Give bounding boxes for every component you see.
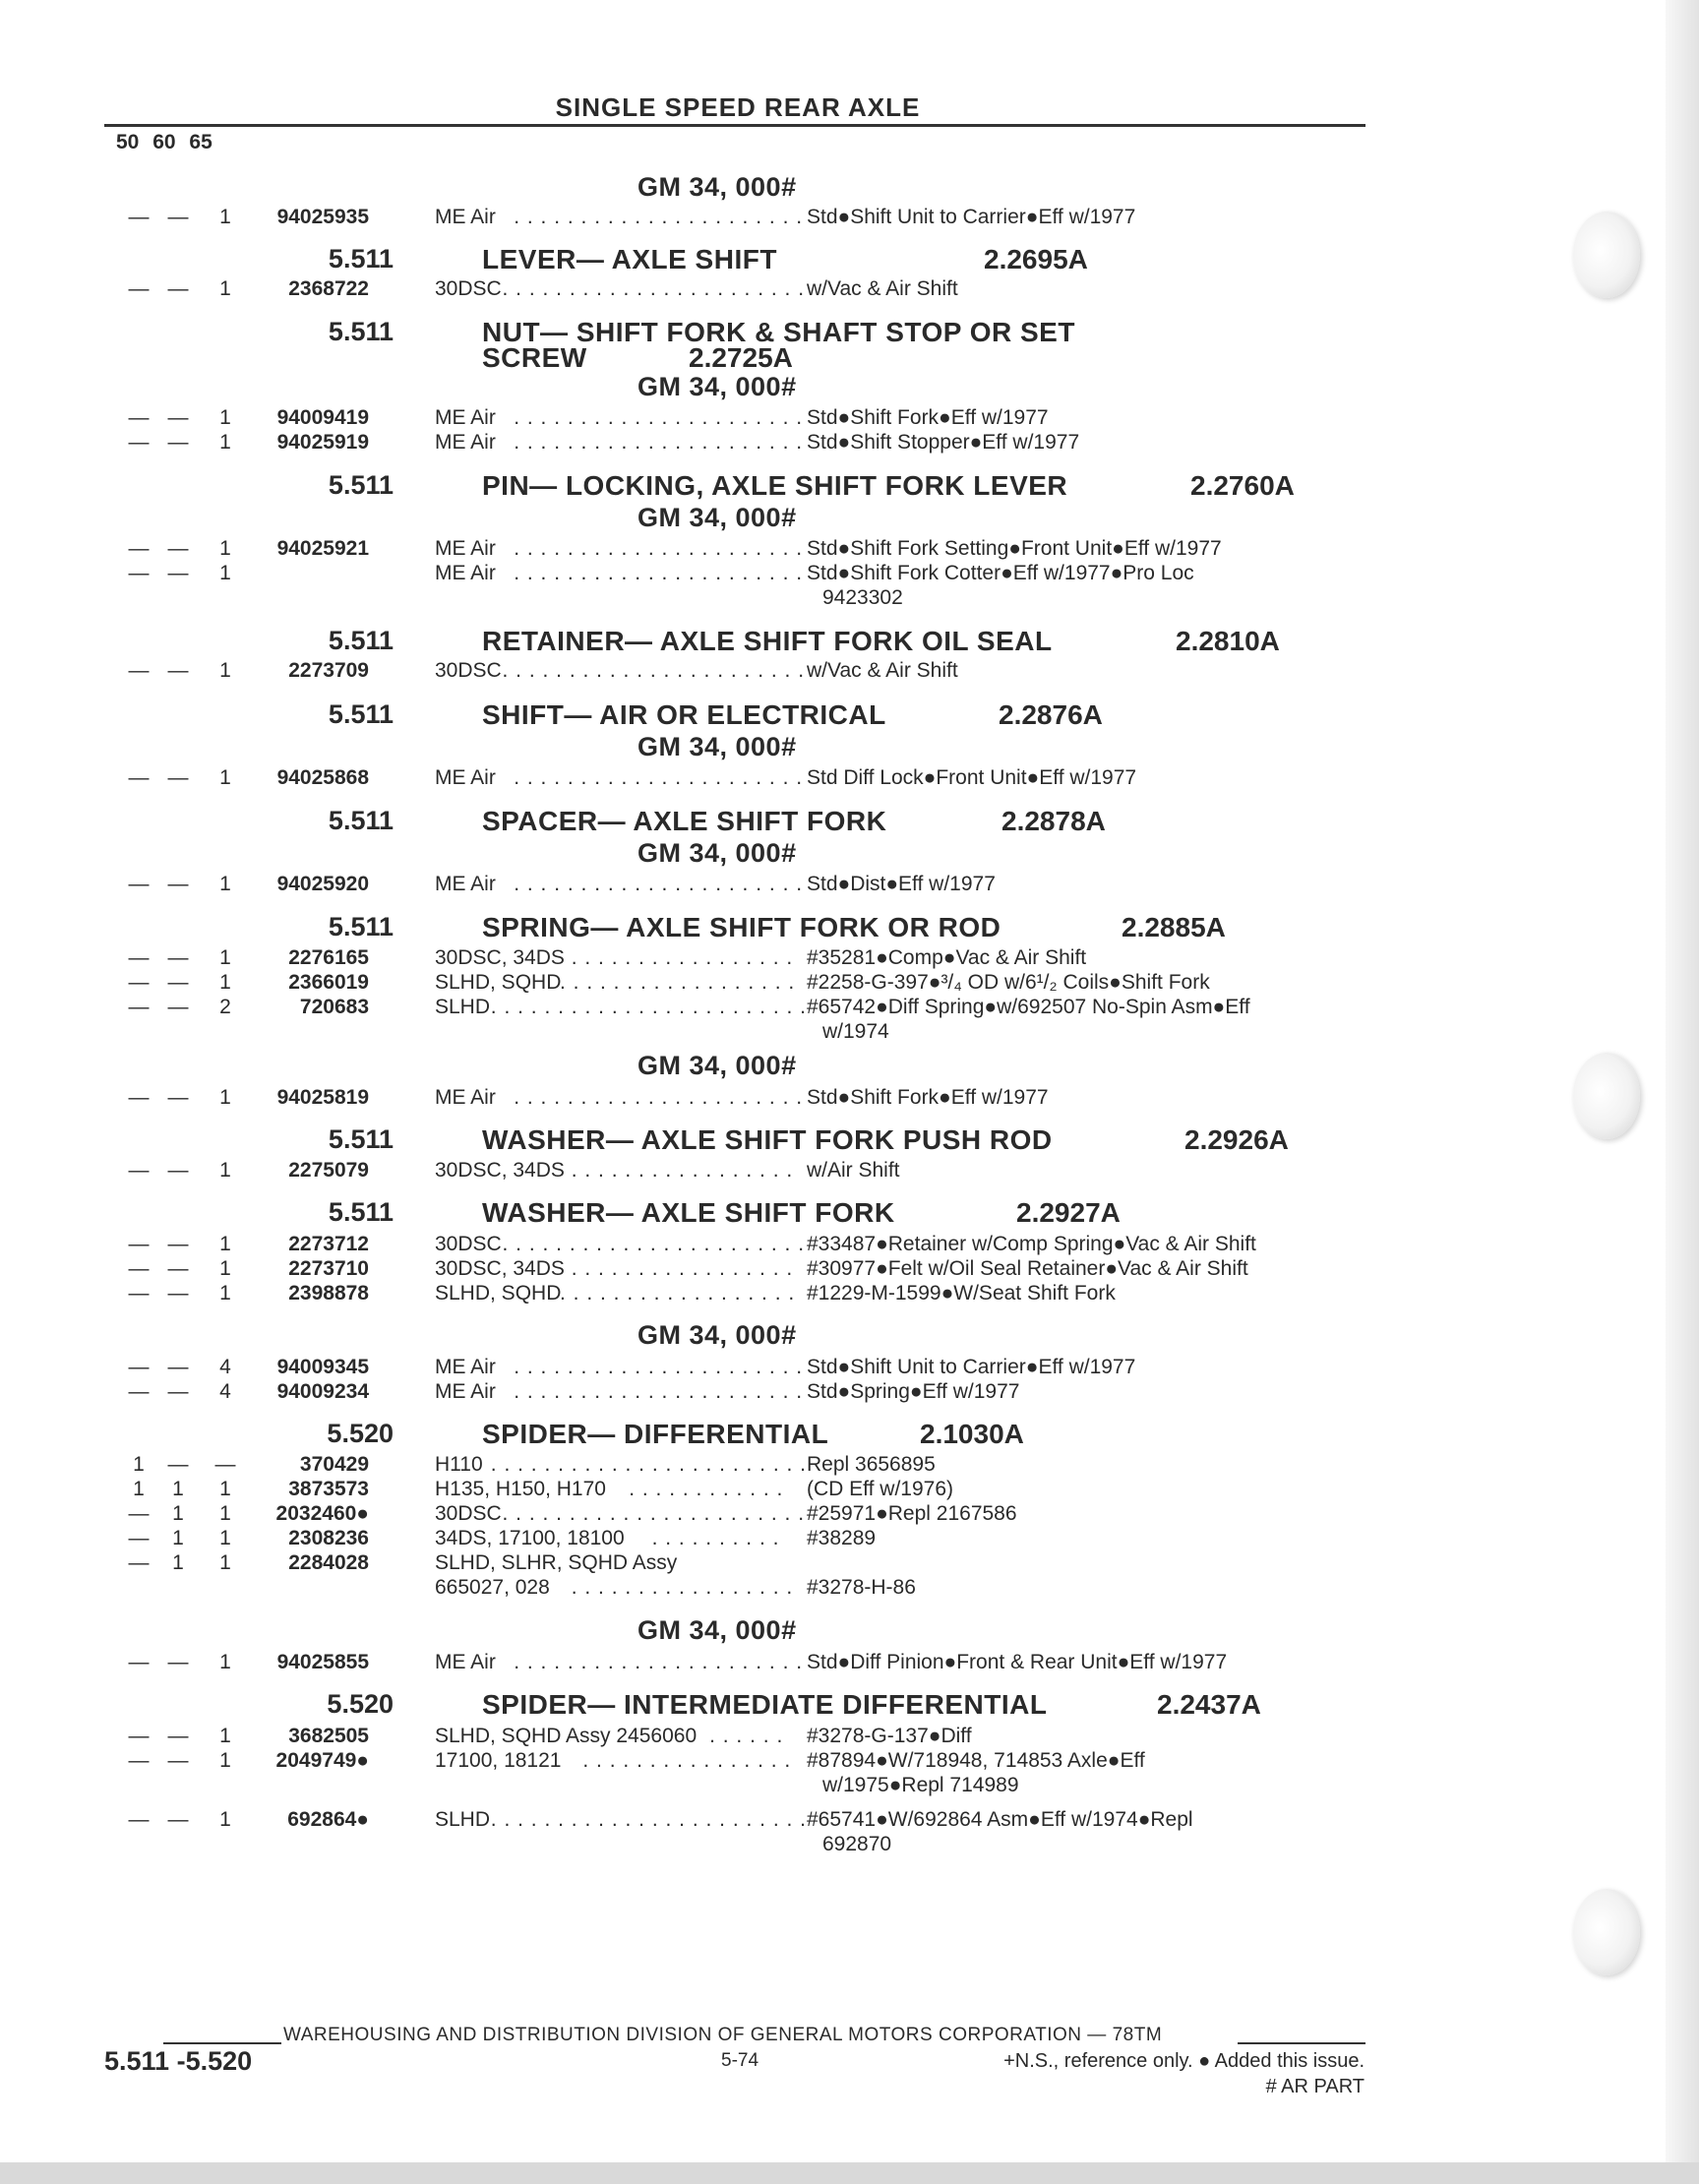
- qty-c2: —: [167, 1257, 189, 1280]
- qty-c1: —: [128, 1502, 150, 1525]
- part-row: [0, 970, 1699, 996]
- part-row: [0, 872, 1699, 897]
- part-row: [0, 995, 1699, 1020]
- group-number: 5.511: [328, 1197, 394, 1227]
- qty-c2: —: [167, 971, 189, 994]
- part-description: #25971●Repl 2167586: [807, 1502, 1017, 1525]
- group-number: 5.511: [328, 626, 394, 655]
- scan-bottom-band: [0, 2162, 1699, 2184]
- dot-leader: . . . . . . . . . . . . . . . . . . . . . .: [514, 873, 804, 895]
- part-description: #3278-G-137●Diff: [807, 1725, 972, 1747]
- qty-c1: 1: [133, 1453, 145, 1476]
- section-heading: SPIDER— INTERMEDIATE DIFFERENTIAL: [482, 1689, 1048, 1720]
- qty-c2: —: [167, 537, 189, 560]
- qty-c2: —: [167, 659, 189, 682]
- page-edge-shadow: [1666, 0, 1699, 2164]
- dot-leader: . . . . . . . . . .: [651, 1527, 780, 1549]
- qty-c3: 1: [219, 277, 231, 300]
- model-application: 30DSC: [435, 277, 502, 300]
- qty-c3: 1: [219, 873, 231, 895]
- dot-leader: . . . . . . . . . . . .: [629, 1478, 784, 1500]
- part-row: [0, 1232, 1699, 1257]
- model-application: 30DSC, 34DS: [435, 946, 565, 969]
- group-number: 5.511: [328, 470, 394, 500]
- part-number: 94025819: [276, 1086, 369, 1109]
- group-number: 5.511: [328, 244, 394, 273]
- model-application: ME Air: [435, 1651, 496, 1673]
- part-row: [0, 1501, 1699, 1527]
- dot-leader: . . . . . . . . . . . . . . . . . . . . . .: [514, 206, 804, 228]
- qty-c2: —: [167, 1749, 189, 1772]
- qty-c1: —: [128, 1380, 150, 1403]
- qty-c2: —: [167, 277, 189, 300]
- part-number: 94009345: [276, 1356, 369, 1378]
- qty-c2: —: [167, 1233, 189, 1255]
- model-application: ME Air: [435, 1086, 496, 1109]
- part-description: #38289: [807, 1527, 877, 1549]
- qty-c1: —: [128, 431, 150, 454]
- part-row: [0, 536, 1699, 562]
- part-description: Std●Shift Unit to Carrier●Eff w/1977: [807, 1356, 1136, 1378]
- part-description: Std●Shift Unit to Carrier●Eff w/1977: [807, 206, 1136, 228]
- part-number: 94025919: [276, 431, 369, 454]
- part-description: Repl 3656895: [807, 1453, 936, 1476]
- part-number: 2049749●: [275, 1749, 369, 1772]
- dot-leader: . . . . . . . . . . . . . . . . . . . . . . . .: [490, 996, 808, 1018]
- qty-c1: —: [128, 1086, 150, 1109]
- qty-c2: —: [167, 1159, 189, 1182]
- gm-subheading: GM 34, 000#: [637, 503, 797, 532]
- part-number: 2366019: [288, 971, 369, 994]
- dot-leader: . . . . . . . . . . . . . . . . . . . . . . .: [502, 1233, 806, 1255]
- page-number: 5-74: [721, 2050, 759, 2071]
- model-application: SLHD: [435, 1808, 491, 1831]
- part-description: Std●Dist●Eff w/1977: [807, 873, 996, 895]
- dot-leader: . . . . . . . . . . . . . . . . . . . . . .: [514, 562, 804, 584]
- qty-c3: 1: [219, 431, 231, 454]
- dot-leader: . . . . . . . . . . . . . . . . . . . . . .: [514, 1651, 804, 1673]
- qty-c2: —: [167, 946, 189, 969]
- qty-c3: 1: [219, 946, 231, 969]
- dot-leader: . . . . . . . . . . . . . . . . . . . . . .: [514, 766, 804, 789]
- part-description-cont: w/1975●Repl 714989: [822, 1774, 1019, 1796]
- part-number: 94025855: [276, 1651, 369, 1673]
- qty-c3: 1: [219, 1233, 231, 1255]
- part-description: w/Vac & Air Shift: [807, 277, 958, 300]
- gm-subheading: GM 34, 000#: [637, 172, 797, 202]
- gm-subheading: GM 34, 000#: [637, 1615, 797, 1645]
- part-number: 94025935: [276, 206, 369, 228]
- model-application: 30DSC: [435, 1233, 502, 1255]
- part-description: #65742●Diff Spring●w/692507 No-Spin Asm●Eff: [807, 996, 1250, 1018]
- gm-subheading: GM 34, 000#: [637, 1051, 797, 1080]
- section-ref-number: 2.2926A: [1184, 1124, 1289, 1155]
- qty-c1: —: [128, 1725, 150, 1747]
- qty-c3: 1: [219, 1257, 231, 1280]
- qty-c3: 1: [219, 1159, 231, 1182]
- qty-c1: —: [128, 1233, 150, 1255]
- part-row: [0, 276, 1699, 302]
- qty-c3: —: [214, 1453, 236, 1476]
- model-application: ME Air: [435, 537, 496, 560]
- qty-c3: 1: [219, 971, 231, 994]
- part-row: [0, 1807, 1699, 1833]
- model-application: 30DSC: [435, 1502, 502, 1525]
- part-description: w/Vac & Air Shift: [807, 659, 958, 682]
- part-description: Std●Shift Fork Cotter●Eff w/1977●Pro Loc: [807, 562, 1194, 584]
- qty-c3: 1: [219, 1808, 231, 1831]
- qty-c3: 1: [219, 1502, 231, 1525]
- part-number: 720683: [299, 996, 369, 1018]
- section-heading: WASHER— AXLE SHIFT FORK: [482, 1197, 895, 1228]
- part-description: #1229-M-1599●W/Seat Shift Fork: [807, 1282, 1116, 1304]
- section-heading-cont: SCREW: [482, 342, 587, 373]
- qty-c2: 1: [172, 1527, 184, 1549]
- gm-subheading: GM 34, 000#: [637, 838, 797, 868]
- model-application: SLHD, SQHD: [435, 971, 562, 994]
- part-number: 3873573: [288, 1478, 369, 1500]
- qty-c1: —: [128, 971, 150, 994]
- model-application: SLHD, SQHD: [435, 1282, 562, 1304]
- part-row: [0, 1526, 1699, 1551]
- qty-c2: —: [167, 1808, 189, 1831]
- gm-subheading: GM 34, 000#: [637, 372, 797, 401]
- dot-leader: . . . . . . . . . . . . . . . . . . . . . . .: [502, 659, 806, 682]
- qty-c1: —: [128, 766, 150, 789]
- model-application: 34DS, 17100, 18100: [435, 1527, 625, 1549]
- part-row: [0, 561, 1699, 586]
- section-ref-number: 2.2927A: [1016, 1197, 1121, 1228]
- part-description: Std●Spring●Eff w/1977: [807, 1380, 1020, 1403]
- qty-c3: 4: [219, 1380, 231, 1403]
- qty-c1: —: [128, 1749, 150, 1772]
- section-ref-number: 2.2695A: [984, 244, 1088, 274]
- gm-subheading: GM 34, 000#: [637, 1320, 797, 1350]
- qty-c2: —: [167, 1086, 189, 1109]
- section-ref-number: 2.2885A: [1122, 912, 1226, 942]
- section-ref-number: 2.2810A: [1176, 626, 1280, 656]
- dot-leader: . . . . . . . . . . . . . . . . . . . . . . . .: [490, 1453, 808, 1476]
- part-number: 2273712: [288, 1233, 369, 1255]
- group-number: 5.511: [328, 1124, 394, 1154]
- part-row: [0, 1355, 1699, 1380]
- qty-c3: 1: [219, 206, 231, 228]
- model-columns-header: 50 60 65: [116, 131, 212, 153]
- dot-leader: . . . . . . . . . . . . . . . . .: [571, 1576, 794, 1599]
- part-description: Std●Shift Fork●Eff w/1977: [807, 1086, 1049, 1109]
- qty-c1: 1: [133, 1478, 145, 1500]
- section-heading: LEVER— AXLE SHIFT: [482, 244, 777, 274]
- part-description: w/Air Shift: [807, 1159, 900, 1182]
- qty-c2: —: [167, 562, 189, 584]
- section-heading: SPACER— AXLE SHIFT FORK: [482, 806, 887, 836]
- dot-leader: . . . . . . . . . . . . . . . . . .: [560, 1282, 796, 1304]
- group-number: 5.520: [327, 1419, 394, 1448]
- group-number: 5.511: [328, 699, 394, 729]
- qty-c1: —: [128, 1551, 150, 1574]
- part-description-cont: 692870: [822, 1833, 892, 1855]
- model-application: 30DSC, 34DS: [435, 1159, 565, 1182]
- part-row: [0, 1281, 1699, 1306]
- qty-c1: —: [128, 873, 150, 895]
- dot-leader: . . . . . . . . . . . . . . . . . . . . . .: [514, 431, 804, 454]
- part-row: [0, 405, 1699, 431]
- qty-c3: 1: [219, 1478, 231, 1500]
- qty-c3: 1: [219, 1551, 231, 1574]
- qty-c1: —: [128, 996, 150, 1018]
- part-number: 2308236: [288, 1527, 369, 1549]
- dot-leader: . . . . . . . . . . . . . . . . . . . . . .: [514, 537, 804, 560]
- qty-c2: —: [167, 1651, 189, 1673]
- group-number: 5.511: [328, 317, 394, 346]
- qty-c2: 1: [172, 1551, 184, 1574]
- qty-c2: 1: [172, 1478, 184, 1500]
- qty-c3: 4: [219, 1356, 231, 1378]
- part-number: 94025920: [276, 873, 369, 895]
- section-ref-number: 2.2876A: [999, 699, 1103, 730]
- qty-c3: 1: [219, 406, 231, 429]
- model-application: 30DSC: [435, 659, 502, 682]
- qty-c3: 1: [219, 1749, 231, 1772]
- qty-c1: —: [128, 1651, 150, 1673]
- part-number: 94009234: [276, 1380, 369, 1403]
- model-application: 30DSC, 34DS: [435, 1257, 565, 1280]
- qty-c2: —: [167, 1356, 189, 1378]
- dot-leader: . . . . . . . . . . . . . . . . . . . . . .: [514, 1380, 804, 1403]
- part-row: [0, 658, 1699, 684]
- qty-c2: —: [167, 1380, 189, 1403]
- dot-leader: . . . . . . . . . . . . . . . . .: [571, 1159, 794, 1182]
- model-application: ME Air: [435, 406, 496, 429]
- part-row: [0, 1477, 1699, 1502]
- footer-legend-ar: # AR PART: [1265, 2076, 1365, 2097]
- part-number: 3682505: [288, 1725, 369, 1747]
- part-number: 2276165: [288, 946, 369, 969]
- part-number: 2398878: [288, 1282, 369, 1304]
- part-row: [0, 1158, 1699, 1183]
- part-description: #35281●Comp●Vac & Air Shift: [807, 946, 1087, 969]
- part-row: [0, 1748, 1699, 1774]
- qty-c1: —: [128, 946, 150, 969]
- part-row: [0, 1724, 1699, 1749]
- part-row: [0, 430, 1699, 455]
- model-application: ME Air: [435, 766, 496, 789]
- qty-c3: 1: [219, 1086, 231, 1109]
- qty-c2: —: [167, 406, 189, 429]
- model-application: SLHD, SLHR, SQHD Assy: [435, 1551, 678, 1574]
- qty-c1: —: [128, 406, 150, 429]
- section-ref-number: 2.2437A: [1157, 1689, 1261, 1720]
- dot-leader: . . . . . . . . . . . . . . . . . . . . . . .: [502, 1502, 806, 1525]
- qty-c3: 1: [219, 1282, 231, 1304]
- binder-hole: [1573, 1889, 1640, 1975]
- part-description: Std●Diff Pinion●Front & Rear Unit●Eff w/1977: [807, 1651, 1228, 1673]
- part-description: #33487●Retainer w/Comp Spring●Vac & Air Shift: [807, 1233, 1256, 1255]
- qty-c1: —: [128, 1356, 150, 1378]
- part-row: [0, 1550, 1699, 1576]
- section-heading: SHIFT— AIR OR ELECTRICAL: [482, 699, 886, 730]
- qty-c3: 1: [219, 562, 231, 584]
- qty-c2: —: [167, 1725, 189, 1747]
- part-number: 2275079: [288, 1159, 369, 1182]
- section-heading: SPRING— AXLE SHIFT FORK OR ROD: [482, 912, 1001, 942]
- model-application: H110: [435, 1453, 483, 1476]
- section-heading: SPIDER— DIFFERENTIAL: [482, 1419, 829, 1449]
- qty-c3: 1: [219, 1527, 231, 1549]
- part-number: 692864●: [287, 1808, 369, 1831]
- qty-c1: —: [128, 1527, 150, 1549]
- footer-range: 5.511 -5.520: [104, 2046, 253, 2076]
- qty-c1: —: [128, 1808, 150, 1831]
- qty-c2: 1: [172, 1502, 184, 1525]
- part-number: 2284028: [288, 1551, 369, 1574]
- part-row: [0, 945, 1699, 971]
- part-row: [0, 765, 1699, 791]
- qty-c3: 2: [219, 996, 231, 1018]
- qty-c2: —: [167, 873, 189, 895]
- section-heading: NUT— SHIFT FORK & SHAFT STOP OR SET: [482, 317, 1075, 347]
- model-application: H135, H150, H170: [435, 1478, 606, 1500]
- model-application-cont: 665027, 028: [435, 1576, 550, 1599]
- dot-leader: . . . . . . . . . . . . . . . . . . . . . . . .: [490, 1808, 808, 1831]
- part-description: Std●Shift Stopper●Eff w/1977: [807, 431, 1080, 454]
- section-ref-number: 2.1030A: [920, 1419, 1024, 1449]
- model-application: ME Air: [435, 873, 496, 895]
- model-application: SLHD, SQHD Assy 2456060: [435, 1725, 698, 1747]
- part-row: [0, 1650, 1699, 1675]
- group-number: 5.520: [327, 1689, 394, 1719]
- qty-c1: —: [128, 562, 150, 584]
- section-heading: PIN— LOCKING, AXLE SHIFT FORK LEVER: [482, 470, 1068, 501]
- qty-c2: —: [167, 206, 189, 228]
- qty-c3: 1: [219, 766, 231, 789]
- part-number: 370429: [299, 1453, 369, 1476]
- section-ref-number: 2.2760A: [1190, 470, 1295, 501]
- model-application: ME Air: [435, 206, 496, 228]
- part-row: [0, 1452, 1699, 1478]
- section-ref-number: 2.2878A: [1001, 806, 1106, 836]
- model-application: ME Air: [435, 562, 496, 584]
- group-number: 5.511: [328, 806, 394, 835]
- section-heading: RETAINER— AXLE SHIFT FORK OIL SEAL: [482, 626, 1053, 656]
- part-row: [0, 1379, 1699, 1405]
- gm-subheading: GM 34, 000#: [637, 732, 797, 761]
- part-number: 94025921: [276, 537, 369, 560]
- qty-c3: 1: [219, 659, 231, 682]
- qty-c2: —: [167, 766, 189, 789]
- footer-legend: +N.S., reference only. ● Added this issue.: [1003, 2050, 1365, 2072]
- qty-c3: 1: [219, 537, 231, 560]
- part-number: 2032460●: [275, 1502, 369, 1525]
- model-application: ME Air: [435, 431, 496, 454]
- part-number: 2273710: [288, 1257, 369, 1280]
- footer-division: WAREHOUSING AND DISTRIBUTION DIVISION OF GENERAL MOTORS CORPORATION — 78TM: [283, 2025, 1163, 2045]
- part-row: [0, 1256, 1699, 1282]
- part-row: [0, 1085, 1699, 1111]
- qty-c1: —: [128, 537, 150, 560]
- part-number: 94025868: [276, 766, 369, 789]
- qty-c1: —: [128, 1282, 150, 1304]
- part-description: #87894●W/718948, 714853 Axle●Eff: [807, 1749, 1145, 1772]
- part-description: Std●Shift Fork●Eff w/1977: [807, 406, 1049, 429]
- dot-leader: . . . . . . . . . . . . . . . . . . . . . .: [514, 1356, 804, 1378]
- qty-c1: —: [128, 206, 150, 228]
- part-number: 2273709: [288, 659, 369, 682]
- footer-rule-right: [1238, 2042, 1365, 2044]
- qty-c2: —: [167, 996, 189, 1018]
- page-title: SINGLE SPEED REAR AXLE: [555, 92, 921, 122]
- dot-leader: . . . . . . . . . . . . . . . . . . . . . .: [514, 1086, 804, 1109]
- dot-leader: . . . . . . . . . . . . . . . .: [582, 1749, 792, 1772]
- part-description-cont: 9423302: [822, 586, 903, 609]
- qty-c3: 1: [219, 1651, 231, 1673]
- dot-leader: . . . . . . . . . . . . . . . . .: [571, 1257, 794, 1280]
- dot-leader: . . . . . . . . . . . . . . . . . . . . . .: [514, 406, 804, 429]
- model-application: SLHD: [435, 996, 491, 1018]
- model-application: 17100, 18121: [435, 1749, 562, 1772]
- dot-leader: . . . . . . . . . . . . . . . . . .: [560, 971, 796, 994]
- section-heading: WASHER— AXLE SHIFT FORK PUSH ROD: [482, 1124, 1053, 1155]
- part-number: 94009419: [276, 406, 369, 429]
- qty-c1: —: [128, 659, 150, 682]
- qty-c3: 1: [219, 1725, 231, 1747]
- dot-leader: . . . . . .: [709, 1725, 784, 1747]
- part-description: #2258-G-397●³/₄ OD w/6¹/₂ Coils●Shift Fork: [807, 971, 1210, 994]
- part-description: Std●Shift Fork Setting●Front Unit●Eff w/1977: [807, 537, 1222, 560]
- part-row: [0, 205, 1699, 230]
- dot-leader: . . . . . . . . . . . . . . . . . . . . . . .: [502, 277, 806, 300]
- qty-c2: —: [167, 1453, 189, 1476]
- part-description: #30977●Felt w/Oil Seal Retainer●Vac & Air Shift: [807, 1257, 1248, 1280]
- part-description-cont: #3278-H-86: [807, 1576, 916, 1599]
- part-description-cont: w/1974: [822, 1020, 889, 1043]
- footer-rule-left: [163, 2042, 281, 2044]
- model-application: ME Air: [435, 1380, 496, 1403]
- group-number: 5.511: [328, 912, 394, 941]
- model-application: ME Air: [435, 1356, 496, 1378]
- header-rule: [104, 124, 1365, 127]
- section-ref-number: 2.2725A: [689, 342, 793, 373]
- dot-leader: . . . . . . . . . . . . . . . . .: [571, 946, 794, 969]
- part-description: (CD Eff w/1976): [807, 1478, 953, 1500]
- qty-c2: —: [167, 1282, 189, 1304]
- qty-c1: —: [128, 1159, 150, 1182]
- qty-c1: —: [128, 277, 150, 300]
- part-description: Std Diff Lock●Front Unit●Eff w/1977: [807, 766, 1137, 789]
- part-description: #65741●W/692864 Asm●Eff w/1974●Repl: [807, 1808, 1193, 1831]
- part-number: 2368722: [288, 277, 369, 300]
- qty-c1: —: [128, 1257, 150, 1280]
- qty-c2: —: [167, 431, 189, 454]
